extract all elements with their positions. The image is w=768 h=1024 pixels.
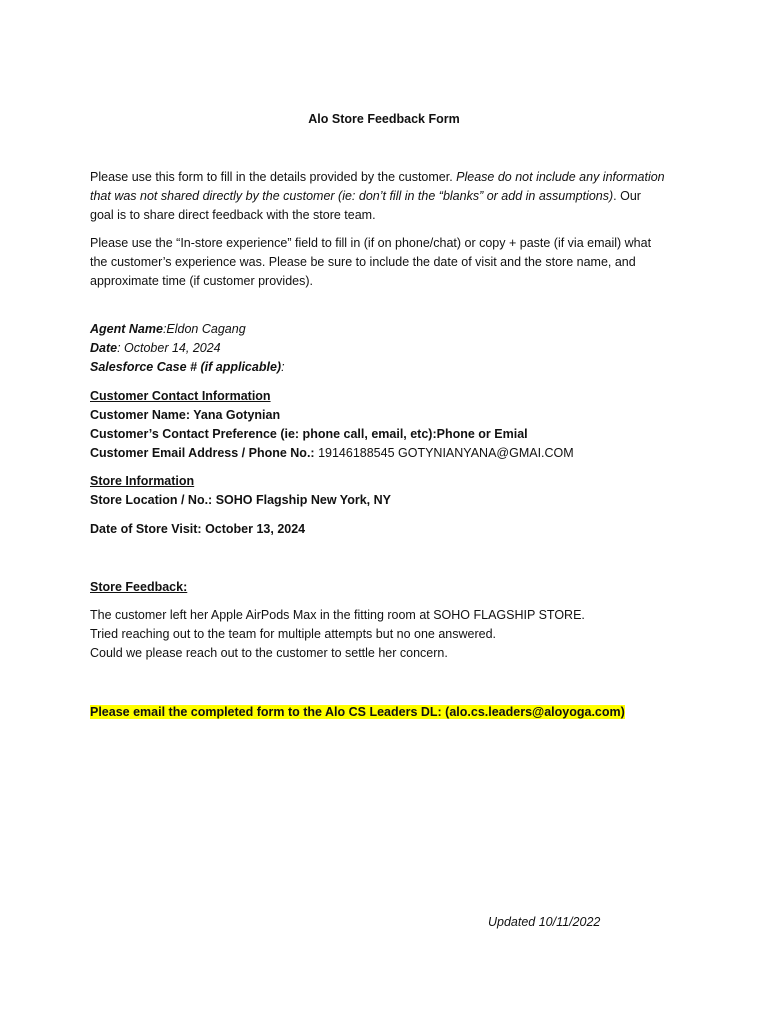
customer-contact-section bbox=[90, 387, 690, 463]
case-label: Salesforce Case # (if applicable) bbox=[90, 360, 282, 374]
store-info-heading: Store Information bbox=[90, 474, 195, 488]
store-info-section bbox=[90, 472, 690, 510]
intro-line-1-plain: Please use this form to fill in the details provided by the customer. bbox=[90, 170, 457, 184]
agent-name-row bbox=[90, 320, 690, 339]
feedback-line-2: Tried reaching out to the team for multiple attempts but no one answered. bbox=[90, 627, 497, 641]
store-visit-date: Date of Store Visit: October 13, 2024 bbox=[90, 522, 306, 536]
intro-line-2 bbox=[90, 187, 690, 206]
store-location: Store Location / No.: SOHO Flagship New York, NY bbox=[90, 493, 391, 507]
customer-name: Customer Name: Yana Gotynian bbox=[90, 408, 281, 422]
intro-line-3: goal is to share direct feedback with the store team. bbox=[90, 208, 376, 222]
case-row bbox=[90, 358, 690, 377]
visit-date-row bbox=[90, 520, 690, 539]
feedback-heading-block bbox=[90, 578, 690, 597]
intro-paragraph bbox=[90, 168, 690, 225]
intro-line-1-italic: Please do not include any information bbox=[456, 170, 665, 184]
intro-line-2-italic: that was not shared directly by the customer (ie: don’t fill in the “blanks” or add in assumptions) bbox=[90, 189, 614, 203]
email-note-block bbox=[90, 703, 690, 722]
instructions-line-2: the customer’s experience was. Please be sure to include the date of visit and the store name, and bbox=[90, 255, 636, 269]
case-value: : bbox=[281, 360, 285, 374]
customer-preference: Customer’s Contact Preference (ie: phone call, email, etc):Phone or Emial bbox=[90, 427, 528, 441]
agent-name-label: Agent Name bbox=[90, 322, 163, 336]
feedback-heading: Store Feedback: bbox=[90, 580, 188, 594]
form-title: Alo Store Feedback Form bbox=[308, 112, 460, 126]
updated-date: Updated 10/11/2022 bbox=[488, 915, 601, 929]
customer-email-row bbox=[90, 444, 690, 463]
instructions-line-3: approximate time (if customer provides). bbox=[90, 274, 313, 288]
customer-email-value: 19146188545 GOTYNIANYANA@GMAI.COM bbox=[314, 446, 574, 460]
feedback-body bbox=[90, 606, 690, 663]
email-note: Please email the completed form to the Alo CS Leaders DL: (alo.cs.leaders@aloyoga.com) bbox=[90, 705, 625, 719]
customer-email-label: Customer Email Address / Phone No.: bbox=[90, 446, 315, 460]
customer-contact-heading: Customer Contact Information bbox=[90, 389, 271, 403]
feedback-line-3: Could we please reach out to the customer to settle her concern. bbox=[90, 646, 448, 660]
instructions-line-1: Please use the “In-store experience” field to fill in (if on phone/chat) or copy + paste (if via email) what bbox=[90, 236, 652, 250]
date-row bbox=[90, 339, 690, 358]
intro-line-2-plain: . Our bbox=[613, 189, 641, 203]
date-value: : October 14, 2024 bbox=[117, 341, 221, 355]
feedback-line-1: The customer left her Apple AirPods Max in the fitting room at SOHO FLAGSHIP STORE. bbox=[90, 608, 585, 622]
date-label: Date bbox=[90, 341, 118, 355]
instructions-paragraph bbox=[90, 234, 690, 291]
agent-info bbox=[90, 320, 690, 377]
intro-line-1 bbox=[90, 168, 690, 187]
agent-name-value: :Eldon Cagang bbox=[162, 322, 246, 336]
